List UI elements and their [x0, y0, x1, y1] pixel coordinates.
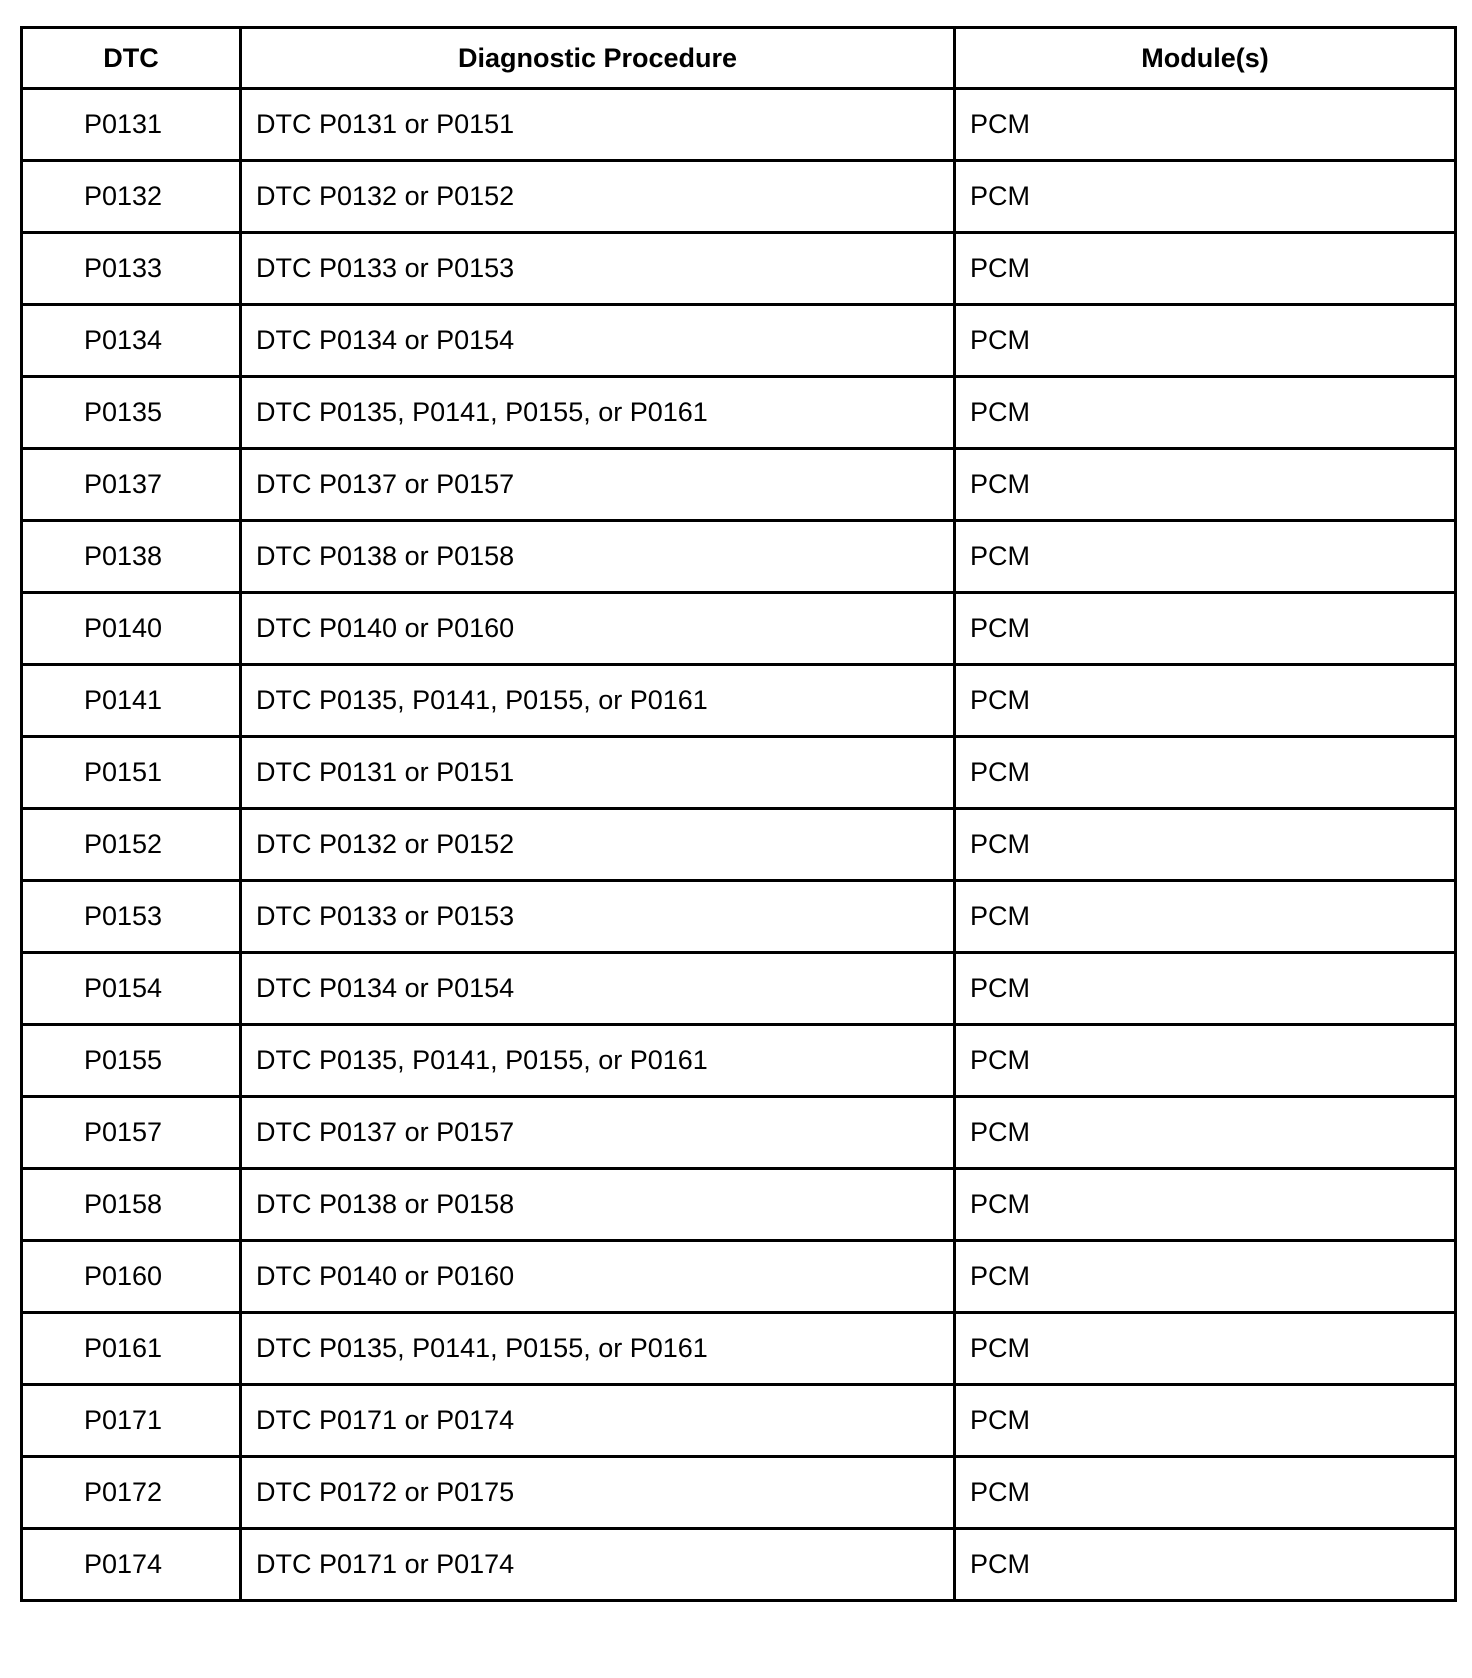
- header-diagnostic-procedure: Diagnostic Procedure: [241, 28, 955, 89]
- diagnostic-procedure-cell: DTC P0171 or P0174: [241, 1529, 955, 1601]
- table-row: [22, 953, 1456, 1025]
- table-row: [22, 1025, 1456, 1097]
- diagnostic-procedure-cell: DTC P0137 or P0157: [241, 449, 955, 521]
- module-cell: PCM: [955, 737, 1456, 809]
- table-row: [22, 1457, 1456, 1529]
- table-row: [22, 1529, 1456, 1601]
- dtc-code-cell: P0134: [22, 305, 241, 377]
- table-row: [22, 1097, 1456, 1169]
- diagnostic-procedure-cell: DTC P0140 or P0160: [241, 1241, 955, 1313]
- diagnostic-procedure-cell: DTC P0134 or P0154: [241, 305, 955, 377]
- dtc-code-cell: P0153: [22, 881, 241, 953]
- dtc-code-cell: P0160: [22, 1241, 241, 1313]
- module-cell: PCM: [955, 809, 1456, 881]
- module-cell: PCM: [955, 1457, 1456, 1529]
- diagnostic-procedure-cell: DTC P0137 or P0157: [241, 1097, 955, 1169]
- diagnostic-procedure-cell: DTC P0132 or P0152: [241, 809, 955, 881]
- diagnostic-procedure-cell: DTC P0133 or P0153: [241, 233, 955, 305]
- dtc-code-cell: P0155: [22, 1025, 241, 1097]
- header-row: [22, 28, 1456, 89]
- dtc-code-cell: P0161: [22, 1313, 241, 1385]
- diagnostic-procedure-cell: DTC P0135, P0141, P0155, or P0161: [241, 1025, 955, 1097]
- module-cell: PCM: [955, 881, 1456, 953]
- table-row: [22, 89, 1456, 161]
- dtc-code-cell: P0158: [22, 1169, 241, 1241]
- table-row: [22, 1313, 1456, 1385]
- table-row: [22, 881, 1456, 953]
- dtc-table-container: [20, 26, 1454, 1602]
- module-cell: PCM: [955, 593, 1456, 665]
- table-row: [22, 449, 1456, 521]
- table-row: [22, 809, 1456, 881]
- table-row: [22, 1385, 1456, 1457]
- module-cell: PCM: [955, 1169, 1456, 1241]
- dtc-code-cell: P0135: [22, 377, 241, 449]
- module-cell: PCM: [955, 161, 1456, 233]
- module-cell: PCM: [955, 953, 1456, 1025]
- table-row: [22, 305, 1456, 377]
- module-cell: PCM: [955, 1025, 1456, 1097]
- table-row: [22, 593, 1456, 665]
- dtc-code-cell: P0133: [22, 233, 241, 305]
- dtc-code-cell: P0152: [22, 809, 241, 881]
- diagnostic-procedure-cell: DTC P0171 or P0174: [241, 1385, 955, 1457]
- diagnostic-procedure-cell: DTC P0132 or P0152: [241, 161, 955, 233]
- module-cell: PCM: [955, 305, 1456, 377]
- module-cell: PCM: [955, 665, 1456, 737]
- dtc-code-cell: P0151: [22, 737, 241, 809]
- dtc-code-cell: P0172: [22, 1457, 241, 1529]
- diagnostic-procedure-cell: DTC P0131 or P0151: [241, 89, 955, 161]
- header-modules: Module(s): [955, 28, 1456, 89]
- module-cell: PCM: [955, 89, 1456, 161]
- dtc-code-cell: P0171: [22, 1385, 241, 1457]
- module-cell: PCM: [955, 1313, 1456, 1385]
- dtc-table: [20, 26, 1457, 1602]
- table-body: [22, 89, 1456, 1601]
- table-header: [22, 28, 1456, 89]
- diagnostic-procedure-cell: DTC P0131 or P0151: [241, 737, 955, 809]
- table-row: [22, 1241, 1456, 1313]
- diagnostic-procedure-cell: DTC P0138 or P0158: [241, 521, 955, 593]
- table-row: [22, 233, 1456, 305]
- dtc-code-cell: P0131: [22, 89, 241, 161]
- module-cell: PCM: [955, 521, 1456, 593]
- dtc-code-cell: P0174: [22, 1529, 241, 1601]
- module-cell: PCM: [955, 1529, 1456, 1601]
- diagnostic-procedure-cell: DTC P0135, P0141, P0155, or P0161: [241, 1313, 955, 1385]
- dtc-code-cell: P0132: [22, 161, 241, 233]
- module-cell: PCM: [955, 233, 1456, 305]
- dtc-code-cell: P0138: [22, 521, 241, 593]
- diagnostic-procedure-cell: DTC P0172 or P0175: [241, 1457, 955, 1529]
- dtc-code-cell: P0157: [22, 1097, 241, 1169]
- module-cell: PCM: [955, 449, 1456, 521]
- module-cell: PCM: [955, 377, 1456, 449]
- header-dtc: DTC: [22, 28, 241, 89]
- diagnostic-procedure-cell: DTC P0133 or P0153: [241, 881, 955, 953]
- diagnostic-procedure-cell: DTC P0138 or P0158: [241, 1169, 955, 1241]
- module-cell: PCM: [955, 1241, 1456, 1313]
- table-row: [22, 737, 1456, 809]
- dtc-code-cell: P0140: [22, 593, 241, 665]
- table-row: [22, 665, 1456, 737]
- diagnostic-procedure-cell: DTC P0140 or P0160: [241, 593, 955, 665]
- dtc-code-cell: P0137: [22, 449, 241, 521]
- diagnostic-procedure-cell: DTC P0135, P0141, P0155, or P0161: [241, 665, 955, 737]
- table-row: [22, 161, 1456, 233]
- table-row: [22, 1169, 1456, 1241]
- diagnostic-procedure-cell: DTC P0135, P0141, P0155, or P0161: [241, 377, 955, 449]
- module-cell: PCM: [955, 1097, 1456, 1169]
- dtc-code-cell: P0141: [22, 665, 241, 737]
- table-row: [22, 521, 1456, 593]
- dtc-code-cell: P0154: [22, 953, 241, 1025]
- table-row: [22, 377, 1456, 449]
- module-cell: PCM: [955, 1385, 1456, 1457]
- diagnostic-procedure-cell: DTC P0134 or P0154: [241, 953, 955, 1025]
